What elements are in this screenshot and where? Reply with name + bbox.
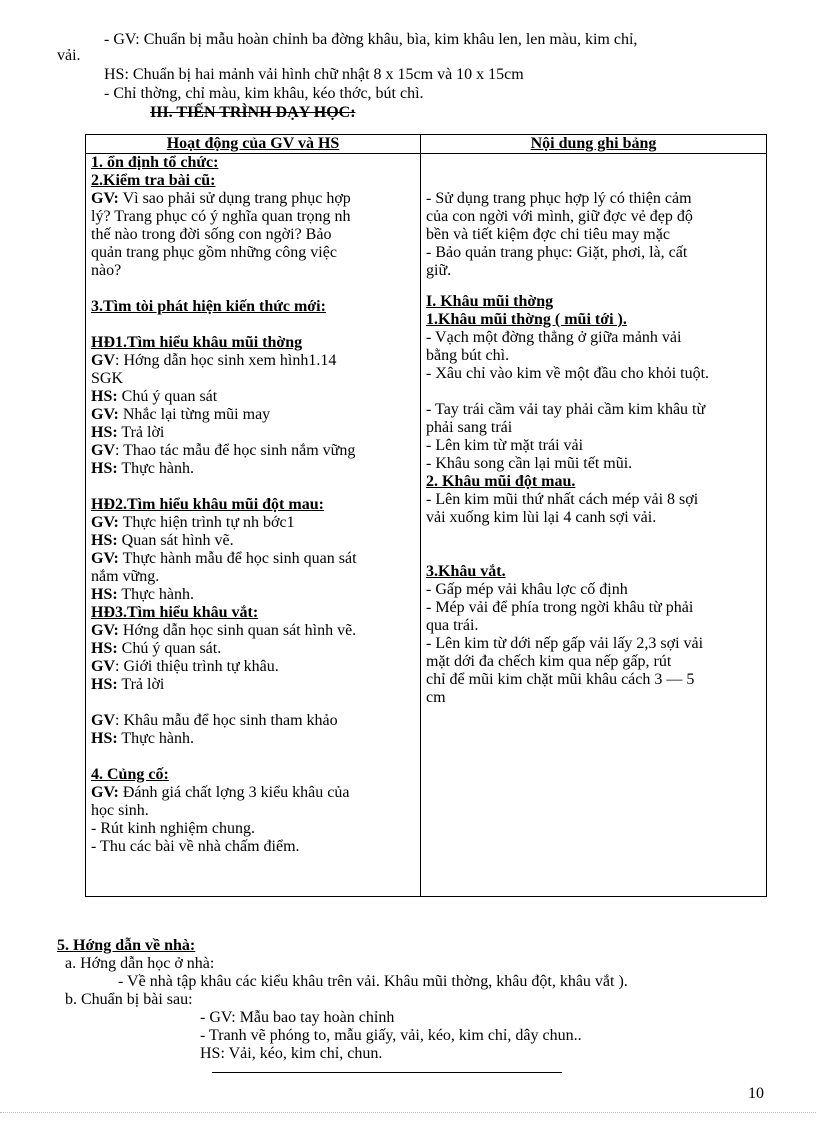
s4-gv-text: học sinh.	[91, 802, 149, 819]
gv-label: GV:	[91, 406, 119, 423]
hd1-hs2-text: Trả lời	[117, 424, 165, 441]
hs-label: HS:	[91, 586, 118, 603]
page-number: 10	[748, 1085, 764, 1102]
s4-title: 4. Củng cố:	[91, 766, 169, 783]
s2-gv-text: Vì sao phải sử dụng trang phục hợp	[118, 190, 351, 207]
gv-label: GV:	[91, 622, 119, 639]
col-header-activities: Hoạt động của GV và HS	[86, 135, 421, 154]
hs-label: HS:	[91, 676, 118, 693]
hd2-hs1-text: Quan sát hình vẽ.	[117, 532, 234, 549]
board-text: - Xâu chỉ vào kim về một đầu cho khỏi tuột.	[426, 365, 710, 382]
hd3-hs2-text: Trả lời	[117, 676, 165, 693]
board-text: - Bảo quản trang phục: Giặt, phơi, là, cất	[426, 244, 688, 261]
gv-label: GV	[91, 352, 115, 369]
board-content-cell	[421, 154, 767, 897]
hd3-hs1-text: Chú ý quan sát.	[117, 640, 222, 657]
s1-title: 1. ổn định tổ chức:	[91, 154, 219, 171]
activities-cell	[86, 154, 421, 897]
gv-label: GV:	[91, 550, 119, 567]
hd2-gv1-text: Thực hiện trình tự nh bớc1	[118, 514, 295, 531]
s4-text: - Rút kinh nghiệm chung.	[91, 820, 255, 837]
homework-title: 5. Hớng dẫn về nhà:	[57, 937, 196, 954]
s4-gv-text: Đánh giá chất lợng 3 kiểu khâu của	[118, 784, 350, 801]
s2-title: 2.Kiểm tra bài cũ:	[91, 172, 216, 189]
homework-b-line-3: HS: Vải, kéo, kim chỉ, chun.	[200, 1045, 383, 1062]
hd3-gv1-text: Hớng dẫn học sinh quan sát hình vẽ.	[118, 622, 357, 639]
board-text: giữ.	[426, 262, 452, 279]
hd2-hs2-text: Thực hành.	[117, 586, 195, 603]
hs-label: HS:	[91, 532, 118, 549]
gv-label: GV:	[91, 190, 119, 207]
hd1-gv1-text: SGK	[91, 370, 124, 387]
lesson-table	[85, 134, 767, 897]
board-text: qua trái.	[426, 617, 479, 634]
homework-b-line-1: - GV: Mẫu bao tay hoàn chỉnh	[200, 1009, 395, 1026]
board-text: - Gấp mép vải khâu lợc cố định	[426, 581, 628, 598]
gv-label: GV	[91, 442, 115, 459]
board-text: vải xuống kim lùi lại 4 canh sợi vải.	[426, 509, 657, 526]
board-text: - Vạch một đờng thẳng ở giữa mảnh vải	[426, 329, 682, 346]
hs-label: HS:	[91, 388, 118, 405]
homework-a: a. Hớng dẫn học ở nhà:	[65, 955, 215, 972]
gv-label: GV	[91, 712, 115, 729]
board-text: phải sang trái	[426, 419, 513, 436]
hs-label: HS:	[91, 424, 118, 441]
s2-gv-text: quản trang phục gồm những công việc	[91, 244, 337, 261]
board-text: - Lên kim mũi thứ nhất cách mép vải 8 sợi	[426, 491, 699, 508]
col-header-board-content: Nội dung ghi bảng	[421, 135, 767, 154]
preamble-line-1-cont: vải.	[57, 47, 81, 64]
hd2-title: HĐ2.Tìm hiểu khâu mũi đột mau:	[91, 496, 324, 513]
hs-label: HS:	[91, 640, 118, 657]
board-text: cm	[426, 689, 446, 706]
gv-label: GV:	[91, 784, 119, 801]
board-text: bền và tiết kiệm đợc chi tiêu may mặc	[426, 226, 670, 243]
preamble-line-1: - GV: Chuẩn bị mẫu hoàn chỉnh ba đờng khâu, bìa, kim khâu len, len màu, kim chỉ,	[104, 31, 638, 48]
hd3-hs3-text: Thực hành.	[117, 730, 195, 747]
hd2-gv2-text: nắm vững.	[91, 568, 160, 585]
hd3-gv2-text: : Giới thiệu trình tự khâu.	[115, 658, 279, 675]
hd1-hs1-text: Chú ý quan sát	[117, 388, 218, 405]
k2-title: 2. Khâu mũi đột mau.	[426, 473, 576, 490]
preamble-line-2: HS: Chuẩn bị hai mảnh vải hình chữ nhật 8 x 15cm và 10 x 15cm	[104, 66, 524, 83]
board-text: chỉ để mũi kim chặt mũi khâu cách 3 — 5	[426, 671, 695, 688]
hs-label: HS:	[91, 460, 118, 477]
hd1-gv3-text: : Thao tác mẫu để học sinh nắm vững	[115, 442, 356, 459]
homework-a-line: - Về nhà tập khâu các kiểu khâu trên vải. Khâu mũi thờng, khâu đột, khâu vắt ).	[118, 973, 628, 990]
board-text: - Tay trái cầm vải tay phải cầm kim khâu từ	[426, 401, 706, 418]
k3-title: 3.Khâu vắt.	[426, 563, 506, 580]
hd3-gv3-text: : Khâu mẫu để học sinh tham khảo	[115, 712, 338, 729]
s4-text: - Thu các bài về nhà chấm điểm.	[91, 838, 300, 855]
s2-gv-text: thế nào trong đời sống con ngời? Bảo	[91, 226, 332, 243]
board-text: - Lên kim từ dới nếp gấp vải lấy 2,3 sợi vải	[426, 635, 704, 652]
board-text: - Mép vải để phía trong ngời khâu từ phải	[426, 599, 694, 616]
s2-gv-text: nào?	[91, 262, 122, 279]
preamble-line-3: - Chỉ thờng, chỉ màu, kim khâu, kéo thớc, bút chì.	[104, 85, 424, 102]
gv-label: GV	[91, 658, 115, 675]
hs-label: HS:	[91, 730, 118, 747]
board-text: của con ngời với mình, giữ đợc vẻ đẹp độ	[426, 208, 693, 225]
hd1-title: HĐ1.Tìm hiểu khâu mũi thờng	[91, 334, 303, 351]
hd1-gv1-text: : Hớng dẫn học sinh xem hình1.14	[115, 352, 337, 369]
board-text: bằng bút chì.	[426, 347, 510, 364]
s2-gv-text: lý? Trang phục có ý nghĩa quan trọng nh	[91, 208, 351, 225]
gv-label: GV:	[91, 514, 119, 531]
board-text: - Lên kim từ mặt trái vải	[426, 437, 584, 454]
section-title: III. TIẾN TRÌNH DẠY HỌC:	[150, 104, 356, 121]
k-title: I. Khâu mũi thờng	[426, 293, 554, 310]
k1-title: 1.Khâu mũi thờng ( mũi tới ).	[426, 311, 627, 328]
hd2-gv2-text: Thực hành mẫu để học sinh quan sát	[118, 550, 357, 567]
homework-b-line-2: - Tranh vẽ phóng to, mẫu giấy, vải, kéo, kim chỉ, dây chun..	[200, 1027, 582, 1044]
board-text: - Sử dụng trang phục hợp lý có thiện cảm	[426, 190, 692, 207]
board-text: mặt dới đa chếch kim qua nếp gấp, rút	[426, 653, 672, 670]
hd1-hs3-text: Thực hành.	[117, 460, 195, 477]
hd3-title: HĐ3.Tìm hiểu khâu vắt:	[91, 604, 259, 621]
s3-title: 3.Tìm tòi phát hiện kiến thức mới:	[91, 298, 326, 315]
board-text: - Khâu song cần lại mũi tết mũi.	[426, 455, 633, 472]
homework-b: b. Chuẩn bị bài sau:	[65, 991, 193, 1008]
hd1-gv2-text: Nhắc lại từng mũi may	[118, 406, 271, 423]
end-divider	[212, 1072, 562, 1073]
footer-divider	[0, 1112, 816, 1113]
